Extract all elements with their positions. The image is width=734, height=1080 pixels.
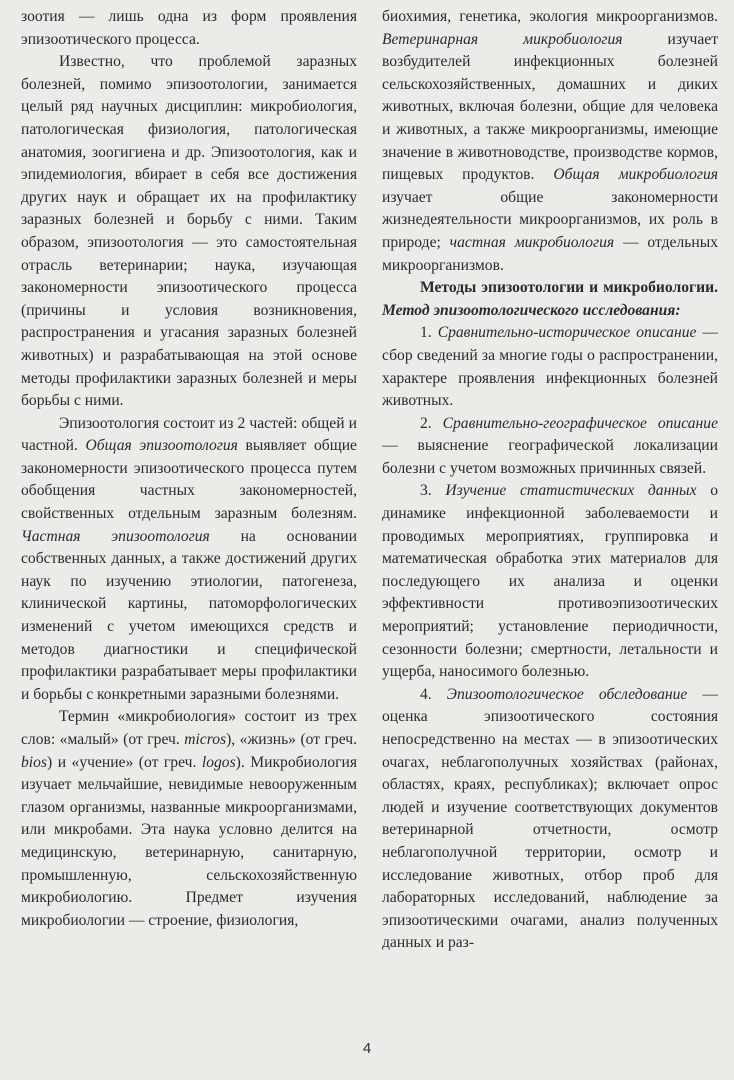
item-number: 4.	[420, 685, 447, 703]
heading-bold: Методы эпизоотологии и микробиологии.	[420, 279, 718, 297]
method-item-3	[382, 480, 718, 683]
left-paragraph-microbiology-term	[21, 706, 357, 932]
text-span: — отдельных микроорганизмов.	[382, 233, 718, 274]
text-span: ) и «учение» (от греч.	[47, 753, 202, 771]
item-term: Сравнительно-историческое описание	[437, 324, 697, 342]
text-span: биохимия, генетика, экология микроорганизмов.	[382, 8, 718, 25]
item-term: Эпизоотологическое обследование	[446, 685, 688, 703]
text-span: выявляет общие закономерности эпизоотического процесса путем обобщения частных закономерностей, свойственных отдельным заразным болезням.	[21, 437, 357, 523]
item-text: — оценка эпизоотического состояния непосредственно на местах — в эпизоотических очагах, неблагополучных хозяйствах (районах, областях, краях, республиках); включает опрос людей и изучение соответствующих документов ветеринарной отчетности, осмотр неблагополучной территории, осмотр и исследование животных, отбор проб для лабораторных исследований, наблюдение за эпизоотическими очагами, анализ полученных данных и раз-	[382, 685, 718, 952]
left-paragraph-epizootology-definition: Известно, что проблемой заразных болезней, помимо эпизоотологии, занимается целый ряд научных дисциплин: микробиология, патологическая физиология, патологическая анатомия, зоогигиена и др. Эпизоотология, как и эпидемиология, вбирает в себя все достижения других наук и обращает их на профилактику заразных болезней и борьбу с ними. Таким образом, эпизоотология — это самостоятельная отрасль ветеринарии; наука, изучающая закономерности эпизоотического процесса (причины и условия возникновения, распространения и угасания заразных болезней животных) и разрабатывающая на этой основе методы профилактики заразных болезней и меры борьбы с ними.	[21, 53, 357, 410]
method-item-2	[382, 413, 718, 481]
section-heading	[382, 277, 718, 322]
text-span: Эпизоотология состоит из 2 частей: общей и частной.	[21, 414, 357, 455]
text-span: ), «жизнь» (от греч.	[226, 731, 358, 748]
item-number: 3.	[420, 482, 446, 500]
right-paragraph-microbiology-subject	[382, 6, 718, 277]
heading-bold-italic: Метод эпизоотологического исследования:	[382, 301, 681, 319]
item-text: о динамике инфекционной заболеваемости и проводимых мероприятиях, группировка и математическая обработка этих материалов для последующего их анализа и оценки эффективности противоэпизоотических мероприятий; установление периодичности, сезонности болезни; смертности, летальности и ущерба, наносимого болезнью.	[382, 482, 718, 681]
page-number: 4	[362, 1040, 372, 1057]
item-text: — выяснение географической локализации болезни с учетом возможных причинных связей.	[382, 437, 718, 477]
italic-term: bios	[21, 753, 47, 771]
italic-term: частная микробиология	[449, 233, 615, 251]
text-span: на основании собственных данных, а также достижений других наук по изучению этиологии, патогенеза, клинической картины, патоморфологических изменений с учетом имеющихся средств и методов диагностики и специфической профилактики разрабатывает меры профилактики и борьбы с конкретными заразными болезнями.	[21, 527, 357, 703]
item-term: Изучение статистических данных	[445, 482, 697, 500]
text-span: изучает общие закономерности жизнедеятельности микроорганизмов, их роль в природе;	[382, 188, 718, 251]
item-number: 2.	[420, 414, 443, 432]
text-span: ). Микробиология изучает мельчайшие, невидимые невооруженным глазом организмы, названные микроорганизмами, или микробами. Эта наука условно делится на медицинскую, ветеринарную, санитарную, промышленную, сельскохозяйственную микробиологию. Предмет изучения микробиологии — строение, физиология,	[21, 753, 357, 929]
italic-term: Общая эпизоотология	[85, 437, 238, 455]
italic-term: Частная эпизоотология	[21, 527, 210, 545]
italic-term: logos	[201, 753, 236, 771]
left-paragraph-continuation: зоотия — лишь одна из форм проявления эпизоотического процесса.	[21, 8, 357, 48]
left-column	[21, 6, 357, 932]
right-column	[382, 6, 718, 955]
italic-term: micros	[184, 731, 227, 748]
italic-term: Ветеринарная микробиология	[382, 30, 623, 48]
text-span: Термин «микробиология» состоит из трех слов: «малый» (от греч.	[21, 708, 357, 748]
method-item-1	[382, 322, 718, 412]
item-text: — сбор сведений за многие годы о распространении, характере проявления инфекционных болезней животных.	[382, 324, 719, 410]
item-number: 1.	[420, 324, 438, 342]
left-paragraph-epizootology-parts	[21, 413, 357, 707]
italic-term: Общая микробиология	[553, 166, 719, 184]
item-term: Сравнительно-географическое описание	[442, 414, 718, 432]
method-item-4	[382, 684, 718, 955]
text-span: изучает возбудителей инфекционных болезней сельскохозяйственных, домашних и диких животных, включая болезни, общие для человека и животных, а также микроорганизмы, имеющие значение в животноводстве, производстве кормов, пищевых продуктов.	[382, 30, 719, 184]
